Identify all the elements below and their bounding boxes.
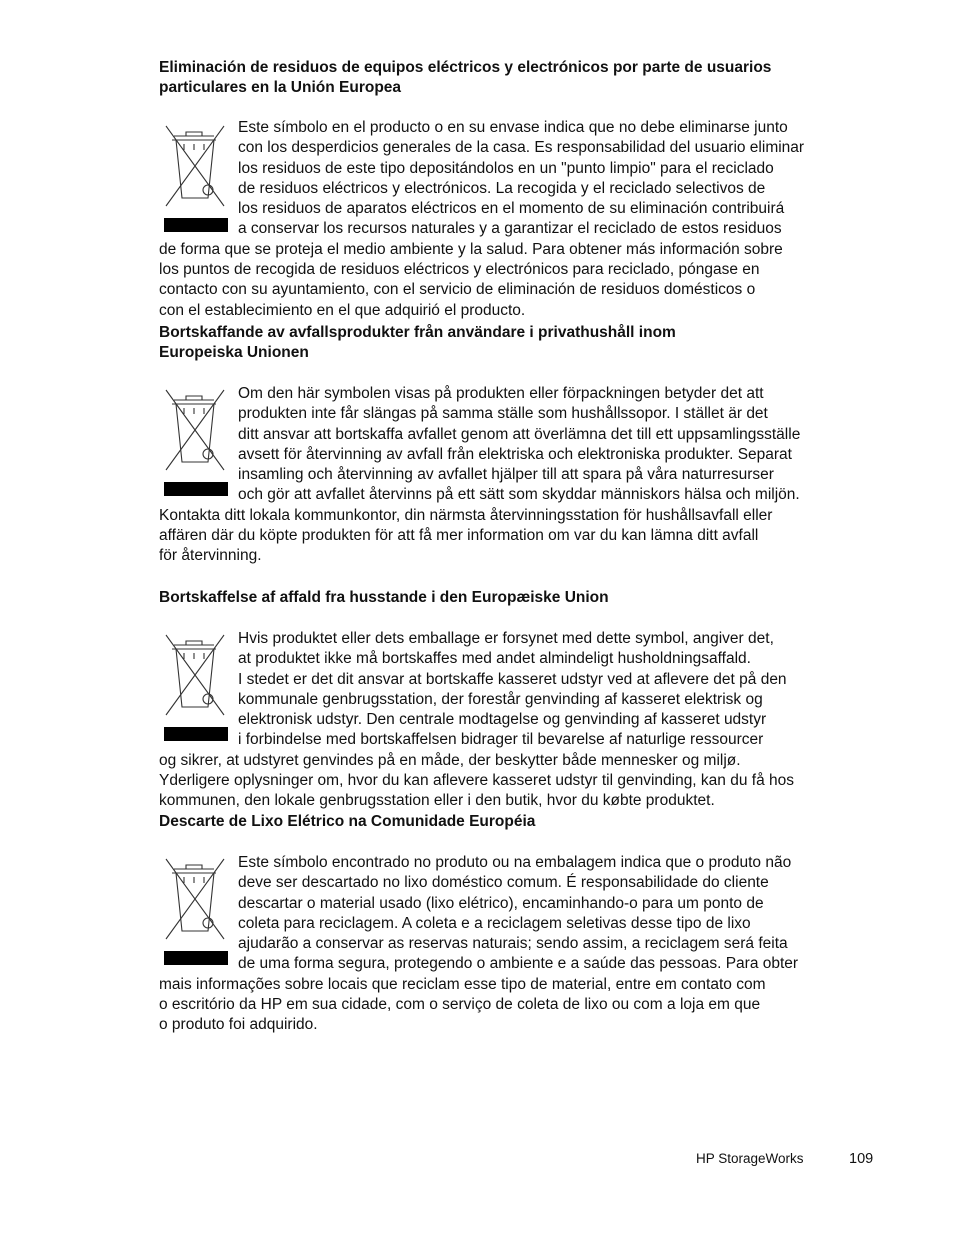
section-da	[159, 588, 869, 812]
section-body	[159, 629, 869, 812]
section-rest-text: de forma que se proteja el medio ambiente y la salud. Para obtener más información sobre los puntos de recogida de residuos eléctricos y electrónicos para reciclado, póngase en contacto con su ayuntamiento, con el servicio de eliminación de residuos domésticos o con el establecimiento en el que adquirió el producto.	[159, 240, 783, 319]
section-lead-text: Om den här symbolen visas på produkten eller förpackningen betyder det att produkten inte får slängas på samma ställe som hushållssopor. I stället är det ditt ansvar att bortskaffa avfallet genom att överlämna det till ett uppsamlingsställe avsett för återvinning av avfall från elektriska och elektroniska produkter. Separat insamling och återvinning av avfallet hjälper till att spara på våra naturresurser och gör att avfallet återvinns på ett sätt som skyddar människors hälsa och miljön.	[238, 385, 801, 504]
section-pt	[159, 812, 869, 1036]
crossed-out-wheelie-bin-icon	[162, 855, 228, 967]
section-es	[159, 58, 869, 321]
page-number: 109	[849, 1151, 874, 1167]
section-heading: Bortskaffande av avfallsprodukter från användare i privathushåll inom Europeiska Unionen	[159, 324, 676, 361]
section-heading: Eliminación de residuos de equipos eléctricos y electrónicos por parte de usuarios particulares en la Unión Europea	[159, 59, 772, 96]
section-lead-text: Este símbolo en el producto o en su envase indica que no debe eliminarse junto con los desperdicios generales de la casa. Es responsabilidad del usuario eliminar los residuos de este tipo depositándolos en un "punto limpio" para el reciclado de residuos eléctricos y electrónicos. La recogida y el reciclado selectivos de los residuos de aparatos eléctricos en el momento de su eliminación contribuirá a conservar los recursos naturales y a garantizar el reciclado de estos residuos	[238, 119, 805, 238]
section-lead-text: Este símbolo encontrado no produto ou na embalagem indica que o produto não deve ser descartado no lixo doméstico comum. É responsabilidade do cliente descartar o material usado (lixo elétrico), encaminhando-o para um ponto de coleta para reciclagem. A coleta e a reciclagem seletivas desse tipo de lixo ajudarão a conservar as reservas naturais; sendo assim, a reciclagem será feita de uma forma segura, protegendo o ambiente e a saúde das pessoas. Para obter	[238, 854, 799, 973]
section-heading: Bortskaffelse af affald fra husstande i den Europæiske Union	[159, 589, 609, 606]
crossed-out-wheelie-bin-icon	[162, 386, 228, 498]
section-body	[159, 853, 869, 1036]
footer-title: HP StorageWorks	[696, 1151, 804, 1166]
section-lead-text: Hvis produktet eller dets emballage er forsynet med dette symbol, angiver det, at produktet ikke må bortskaffes med andet almindeligt husholdningsaffald. I stedet er det dit ansvar at bortskaffe kasseret udstyr ved at aflevere det på den kommunale genbrugsstation, der forestår genvinding af kasseret elektrisk og elektronisk udstyr. Den centrale modtagelse og genvinding af kasseret udstyr i forbindelse med bortskaffelsen bidrager til bevarelse af naturlige ressourcer	[238, 630, 787, 749]
crossed-out-wheelie-bin-icon	[162, 631, 228, 743]
section-sv	[159, 323, 869, 567]
section-heading: Descarte de Lixo Elétrico na Comunidade Européia	[159, 813, 536, 830]
section-rest-text: mais informações sobre locais que reciclam esse tipo de material, entre em contato com o escritório da HP em sua cidade, com o serviço de coleta de lixo ou com a loja em que o produto foi adquirido.	[159, 975, 766, 1034]
section-rest-text: Kontakta ditt lokala kommunkontor, din närmsta återvinningsstation för hushållsavfall eller affären där du köpte produkten för att få mer information om var du kan lämna ditt avfall för återvinning.	[159, 506, 773, 565]
crossed-out-wheelie-bin-icon	[162, 122, 228, 234]
section-body	[159, 118, 869, 321]
section-body	[159, 384, 869, 567]
section-rest-text: og sikrer, at udstyret genvindes på en måde, der beskytter både mennesker og miljø. Yderligere oplysninger om, hvor du kan aflevere kasseret udstyr til genvinding, kan du få hos kommunen, den lokale genbrugsstation eller i den butik, hvor du købte produktet.	[159, 751, 794, 810]
